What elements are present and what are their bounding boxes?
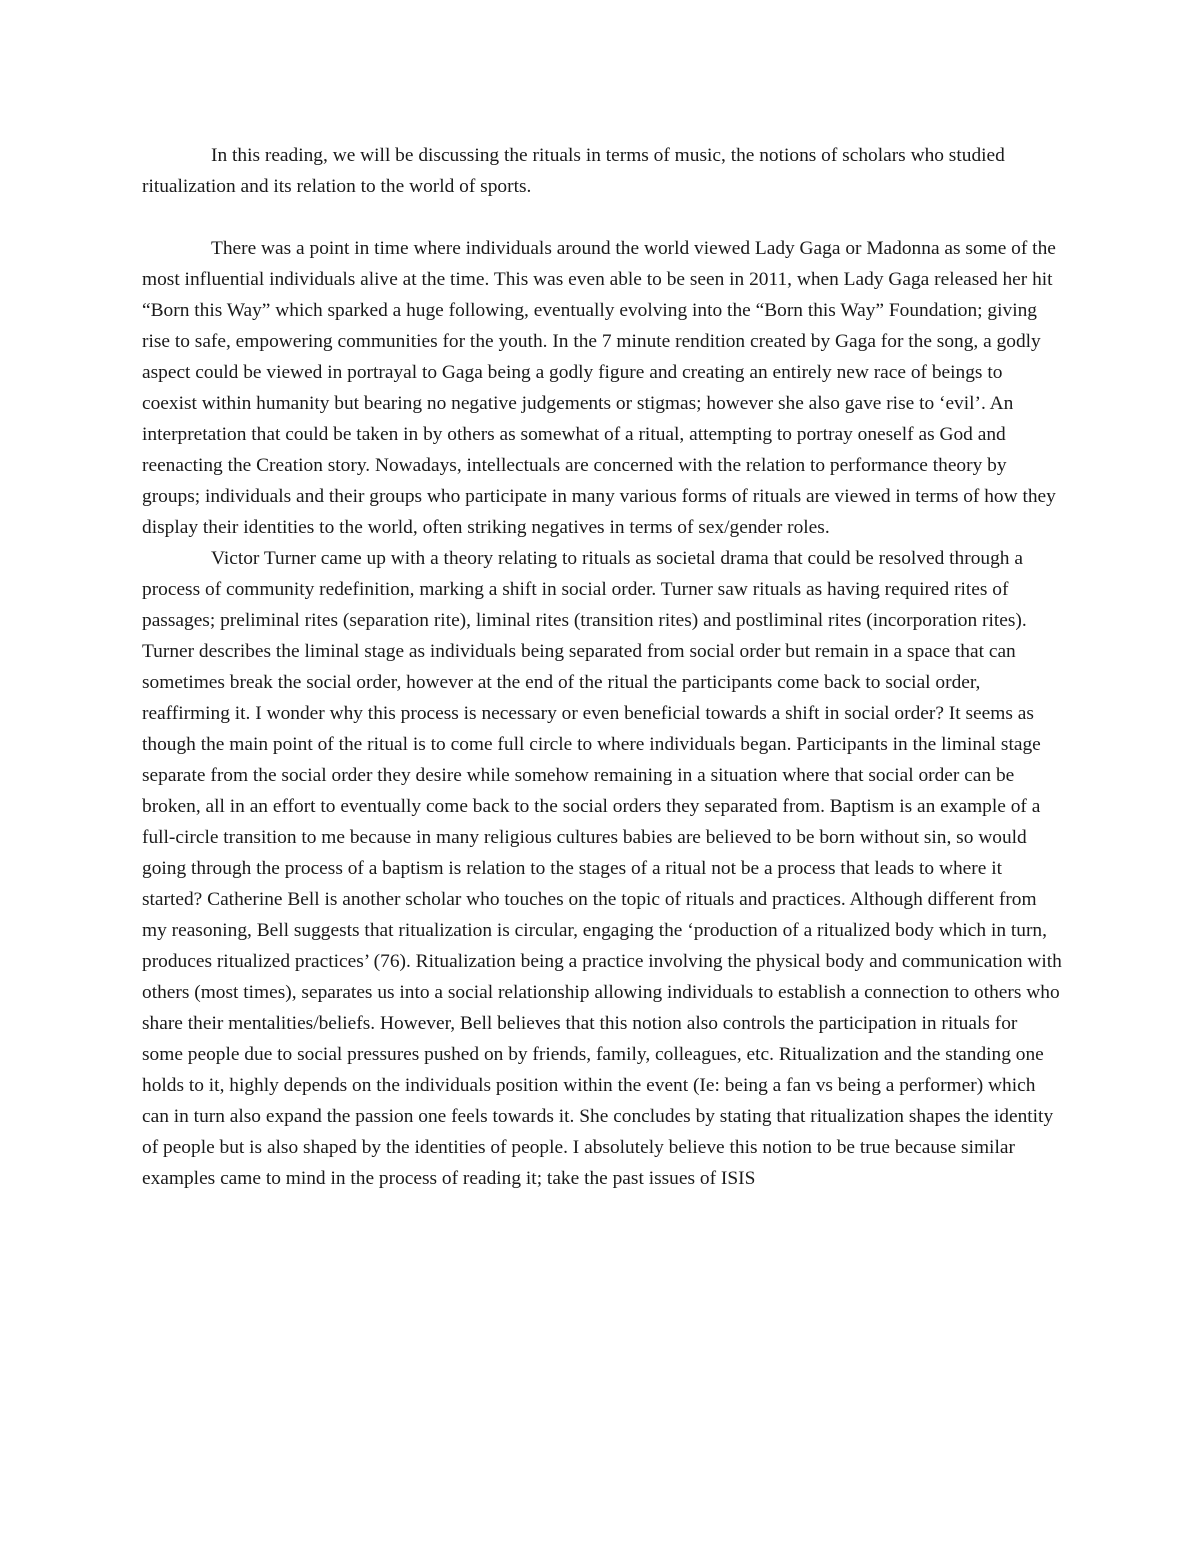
paragraph-intro: In this reading, we will be discussing the rituals in terms of music, the notions of scholars who studied ritualization and its relation to the world of sports. xyxy=(142,145,1005,197)
paragraph-lady-gaga: There was a point in time where individuals around the world viewed Lady Gaga or Madonna as some of the most influential individuals alive at the time. This was even able to be seen in 2011, when Lady Gaga released her hit “Born this Way” which sparked a huge following, eventually evolving into the “Born this Way” Foundation; giving rise to safe, empowering communities for the youth. In the 7 minute rendition created by Gaga for the song, a godly aspect could be viewed in portrayal to Gaga being a godly figure and creating an entirely new race of beings to coexist within humanity but bearing no negative judgements or stigmas; however she also gave rise to ‘evil’. An interpretation that could be taken in by others as somewhat of a ritual, attempting to portray oneself as God and reenacting the Creation story. Nowadays, intellectuals are concerned with the relation to performance theory by groups; individuals and their groups who participate in many various forms of rituals are viewed in terms of how they display their identities to the world, often striking negatives in terms of sex/gender roles. xyxy=(142,238,1056,538)
document-body xyxy=(142,140,1062,1194)
paragraph-victor-turner: Victor Turner came up with a theory relating to rituals as societal drama that could be resolved through a process of community redefinition, marking a shift in social order. Turner saw rituals as having required rites of passages; preliminal rites (separation rite), liminal rites (transition rites) and postliminal rites (incorporation rites). Turner describes the liminal stage as individuals being separated from social order but remain in a space that can sometimes break the social order, however at the end of the ritual the participants come back to social order, reaffirming it. I wonder why this process is necessary or even beneficial towards a shift in social order? It seems as though the main point of the ritual is to come full circle to where individuals began. Participants in the liminal stage separate from the social order they desire while somehow remaining in a situation where that social order can be broken, all in an effort to eventually come back to the social orders they separated from. Baptism is an example of a full-circle transition to me because in many religious cultures babies are believed to be born without sin, so would going through the process of a baptism is relation to the stages of a ritual not be a process that leads to where it started? Catherine Bell is another scholar who touches on the topic of rituals and practices. Although different from my reasoning, Bell suggests that ritualization is circular, engaging the ‘production of a ritualized body which in turn, produces ritualized practices’ (76). Ritualization being a practice involving the physical body and communication with others (most times), separates us into a social relationship allowing individuals to establish a connection to others who share their mentalities/beliefs. However, Bell believes that this notion also controls the participation in rituals for some people due to social pressures pushed on by friends, family, colleagues, etc. Ritualization and the standing one holds to it, highly depends on the individuals position within the event (Ie: being a fan vs being a performer) which can in turn also expand the passion one feels towards it. She concludes by stating that ritualization shapes the identity of people but is also shaped by the identities of people. I absolutely believe this notion to be true because similar examples came to mind in the process of reading it; take the past issues of ISIS xyxy=(142,548,1062,1189)
